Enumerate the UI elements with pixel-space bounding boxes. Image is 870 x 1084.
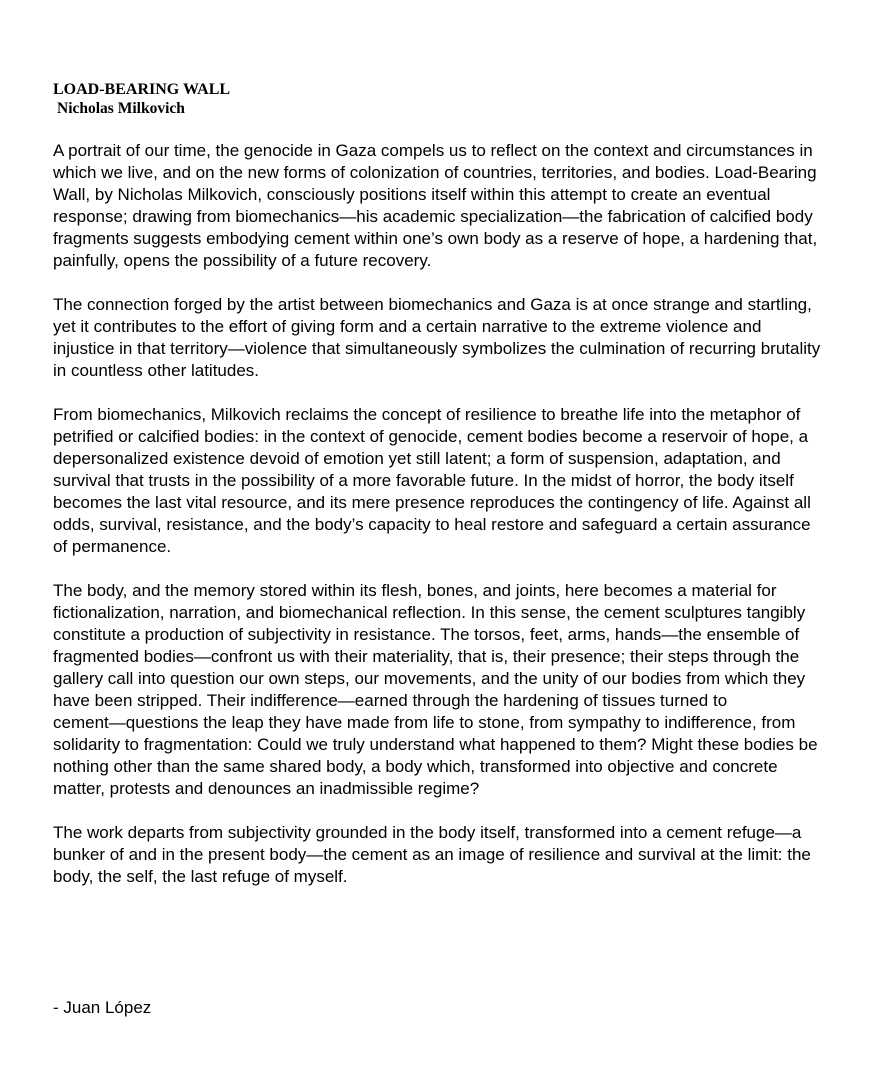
paragraph: [53, 580, 823, 800]
paragraph: From biomechanics, Milkovich reclaims the concept of resilience to breathe life into the metaphor of petrified or calcified bodies: in the context of genocide, cement bodies become a reservoir of hope, a depersonalized existence devoid of emotion yet still latent; a form of suspension, adaptation, and survival that trusts in the possibility of a more favorable future. In the midst of horror, the body itself becomes the last vital resource, and its mere presence reproduces the contingency of life. Against all odds, survival, resistance, and the body’s capacity to heal restore and safeguard a certain assurance of permanence.: [53, 405, 811, 556]
signature: - Juan López: [53, 998, 152, 1017]
document-page: [53, 80, 823, 910]
paragraph: A portrait of our time, the genocide in Gaza compels us to reflect on the context and circumstances in which we live, and on the new forms of colonization of countries, territories, and bodies. Load-Bearing Wall, by Nicholas Milkovich, consciously positions itself within this attempt to create an eventual response; drawing from biomechanics—his academic specialization—the fabrication of calcified body fragments suggests embodying cement within one’s own body as a reserve of hope, a hardening that, painfully, opens the possibility of a future recovery.: [53, 141, 818, 270]
document-title: LOAD-BEARING WALL: [53, 81, 231, 98]
author-name: Nicholas Milkovich: [57, 100, 185, 117]
paragraph: The work departs from subjectivity grounded in the body itself, transformed into a cement refuge—a bunker of and in the present body—the cement as an image of resilience and survival at the limit: the body, the self, the last refuge of myself.: [53, 823, 811, 886]
paragraph-part: cement—questions the leap they have made from life to stone, from sympathy to indifference, from solidarity to fragmentation: Could we truly understand what happened to them? Might these bodies be nothing other than the same shared body, a body which, transformed into objective and concrete matter, protests and denounces an inadmissible regime?: [53, 713, 818, 798]
paragraph-part: The body, and the memory stored within its flesh, bones, and joints, here becomes a material for fictionalization, narration, and biomechanical reflection. In this sense, the cement sculptures tangibly constitute a production of subjectivity in resistance. The torsos, feet, arms, hands—the ensemble of fragmented bodies—confront us with their materiality, that is, their presence; their steps through the gallery call into question our own steps, our movements, and the unity of our bodies from which they have been stripped. Their indifference—earned through the hardening of tissues turned to: [53, 581, 806, 710]
essay-body: [53, 140, 823, 888]
paragraph: The connection forged by the artist between biomechanics and Gaza is at once strange and startling, yet it contributes to the effort of giving form and a certain narrative to the extreme violence and injustice in that territory—violence that simultaneously symbolizes the culmination of recurring brutality in countless other latitudes.: [53, 295, 821, 380]
